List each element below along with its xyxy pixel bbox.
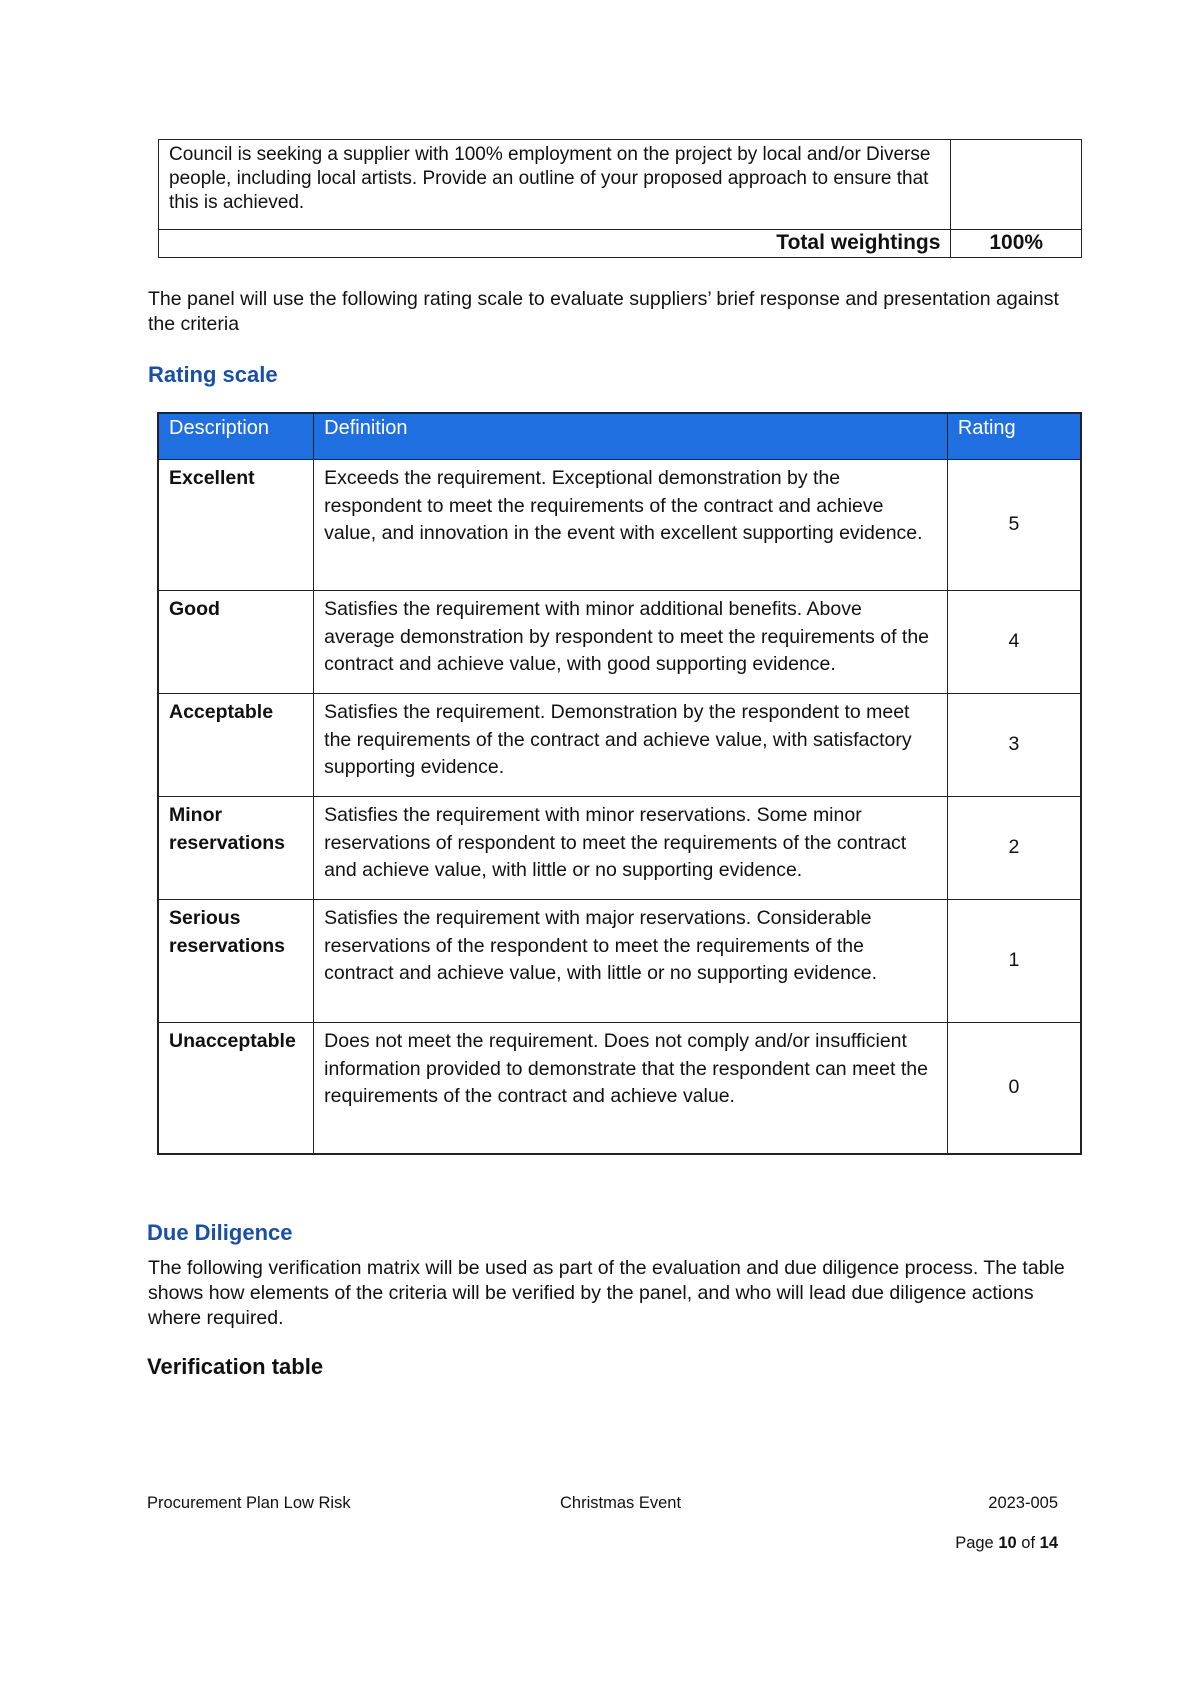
column-header-definition: Definition [314,413,948,460]
rating-description: Serious reservations [158,900,314,1023]
rating-scale-heading: Rating scale [148,362,278,387]
due-diligence-paragraph: The following verification matrix will be used as part of the evaluation and due diligence process. The table shows how elements of the criteria will be verified by the panel, and who will lead due diligence actions where required. [148,1257,1065,1329]
table-row [158,797,1081,900]
footer-reference-number: 2023-005 [988,1494,1058,1512]
total-weightings-value: 100% [951,230,1082,258]
rating-definition: Does not meet the requirement. Does not comply and/or insufficient information provided to demonstrate that the respondent can meet the requirements of the contract and achieve value. [314,1023,948,1154]
total-weightings-label: Total weightings [159,230,951,258]
column-header-rating: Rating [947,413,1081,460]
column-header-description: Description [158,413,314,460]
table-row [158,1023,1081,1154]
rating-scale-table [157,412,1082,1155]
table-row [158,694,1081,797]
rating-definition: Satisfies the requirement. Demonstration by the respondent to meet the requirements of the contract and achieve value, with satisfactory supporting evidence. [314,694,948,797]
table-row [158,591,1081,694]
rating-definition: Satisfies the requirement with major reservations. Considerable reservations of the respondent to meet the requirements of the contract and achieve value, with little or no supporting evidence. [314,900,948,1023]
rating-value: 5 [947,460,1081,591]
page-number [955,1534,1058,1553]
criterion-text: Council is seeking a supplier with 100% employment on the project by local and/or Diverse people, including local artists. Provide an outline of your proposed approach to ensure that this is achieved. [159,140,951,230]
rating-value: 2 [947,797,1081,900]
rating-value: 4 [947,591,1081,694]
rating-value: 1 [947,900,1081,1023]
total-row [159,230,1082,258]
rating-value: 3 [947,694,1081,797]
rating-description: Acceptable [158,694,314,797]
rating-definition: Satisfies the requirement with minor reservations. Some minor reservations of respondent to meet the requirements of the contract and achieve value, with little or no supporting evidence. [314,797,948,900]
table-row [158,460,1081,591]
table-row [159,140,1082,230]
rating-definition: Satisfies the requirement with minor additional benefits. Above average demonstration by respondent to meet the requirements of the contract and achieve value, with good supporting evidence. [314,591,948,694]
rating-description: Excellent [158,460,314,591]
criterion-weighting [951,140,1082,230]
footer-event-name: Christmas Event [560,1494,682,1512]
page-total: 14 [1039,1534,1058,1552]
page-of-label: of [1021,1534,1036,1552]
rating-definition: Exceeds the requirement. Exceptional demonstration by the respondent to meet the requirements of the contract and achieve value, and innovation in the event with excellent supporting evidence. [314,460,948,591]
table-row [158,900,1081,1023]
footer-document-title: Procurement Plan Low Risk [147,1494,351,1512]
rating-description: Good [158,591,314,694]
rating-description: Unacceptable [158,1023,314,1154]
rating-value: 0 [947,1023,1081,1154]
rating-description: Minor reservations [158,797,314,900]
criteria-table [158,139,1082,258]
rating-intro-paragraph: The panel will use the following rating scale to evaluate suppliers’ brief response and presentation against the criteria [148,288,1059,335]
table-header-row [158,413,1081,460]
page-current: 10 [998,1534,1017,1552]
due-diligence-heading: Due Diligence [147,1220,293,1245]
page-label: Page [955,1534,994,1552]
verification-table-heading: Verification table [147,1354,324,1379]
